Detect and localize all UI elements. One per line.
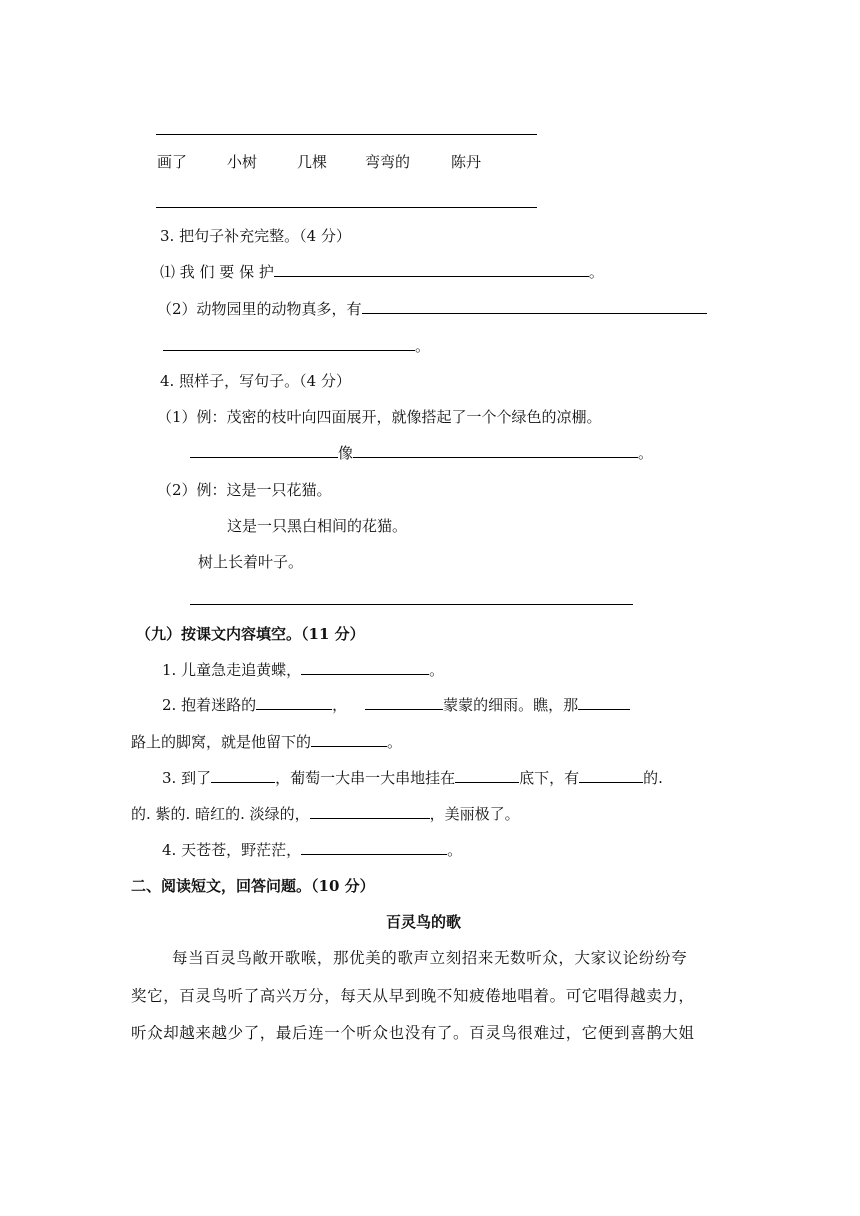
answer-line [156,207,537,208]
story-title: 百灵鸟的歌 [386,913,462,931]
s9-line-3 [131,732,402,752]
story-line-1: 每当百灵鸟敞开歌喉，那优美的歌声立刻招来无数听众，大家议论纷纷夸 [172,949,688,967]
q4-task-2: 树上长着叶子。 [198,553,304,571]
word: 陈丹 [451,153,482,171]
period: 。 [387,733,403,751]
period: 。 [588,263,604,281]
blank[interactable] [365,696,443,710]
q3-item-1 [160,262,604,282]
period: 。 [447,841,463,859]
s9-l3-text: 路上的脚窝，就是他留下的 [131,733,312,751]
s9-line-1 [162,660,444,680]
blank[interactable] [353,444,638,458]
answer-line [156,134,537,135]
s9-line-5 [131,804,520,824]
blank[interactable] [274,263,589,277]
q3-title: 3. 把句子补充完整。（4 分） [160,227,351,245]
q4-answer-1 [190,443,653,463]
s9-l4-text-d: 的. [643,769,663,787]
period: 。 [638,444,654,462]
s9-l5-text-b: ，美丽极了。 [429,805,520,823]
q4-example-2-b: 这是一只黑白相间的花猫。 [227,517,408,535]
s9-l4-text-b: ，葡萄一大串一大串地挂在 [275,769,456,787]
blank[interactable] [455,769,519,783]
period: 。 [415,337,431,355]
s9-l6-text: 4. 天苍苍，野茫茫， [162,841,302,859]
s9-l2-text: 2. 抱着迷路的 [162,696,257,714]
s9-l4-text-c: 底下，有 [519,769,580,787]
s9-l4-text: 3. 到了 [162,769,212,787]
blank[interactable] [301,661,429,675]
q3-item-2-cont [163,336,430,356]
blank[interactable] [163,337,415,351]
blank[interactable] [211,769,275,783]
scrambled-words [157,152,481,172]
q3-item-1-label: ⑴ 我 们 要 保 护 [160,263,274,281]
word: 小树 [227,153,258,171]
period: 。 [429,661,445,679]
story-line-3: 听众却越来越少了，最后连一个听众也没有了。百灵鸟很难过，它便到喜鹊大姐 [131,1024,695,1042]
s9-line-2 [162,695,630,715]
q4-example-1: （1）例：茂密的枝叶向四面展开，就像搭起了一个个绿色的凉棚。 [157,408,602,426]
q4-title: 4. 照样子，写句子。（4 分） [160,372,351,390]
word: 弯弯的 [365,153,411,171]
story-line-2: 奖它，百灵鸟听了高兴万分，每天从早到晚不知疲倦地唱着。可它唱得越卖力， [131,987,695,1005]
s9-l5-text: 的. 紫的. 暗红的. 淡绿的， [131,805,310,823]
word: 画了 [157,153,188,171]
answer-line [190,604,633,605]
blank[interactable] [578,696,630,710]
blank[interactable] [579,769,643,783]
q3-item-2-label: （2）动物园里的动物真多，有 [157,300,362,318]
comma: ， [332,696,348,714]
section-2-title: 二、阅读短文，回答问题。（10 分） [131,877,375,895]
blank[interactable] [362,300,707,314]
section-9-title: （九）按课文内容填空。（11 分） [136,625,365,643]
s9-l1-text: 1. 儿童急走追黄蝶， [162,661,302,679]
s9-l2-text-b: 蒙蒙的细雨。瞧，那 [443,696,579,714]
word: 几棵 [297,153,328,171]
s9-line-6 [162,840,462,860]
q4-example-2: （2）例：这是一只花猫。 [157,481,332,499]
blank[interactable] [301,841,447,855]
blank[interactable] [311,733,387,747]
blank[interactable] [190,444,338,458]
blank[interactable] [310,805,430,819]
q3-item-2 [157,299,707,319]
blank[interactable] [256,696,332,710]
s9-line-4 [162,768,663,788]
word-xiang: 像 [338,444,354,462]
